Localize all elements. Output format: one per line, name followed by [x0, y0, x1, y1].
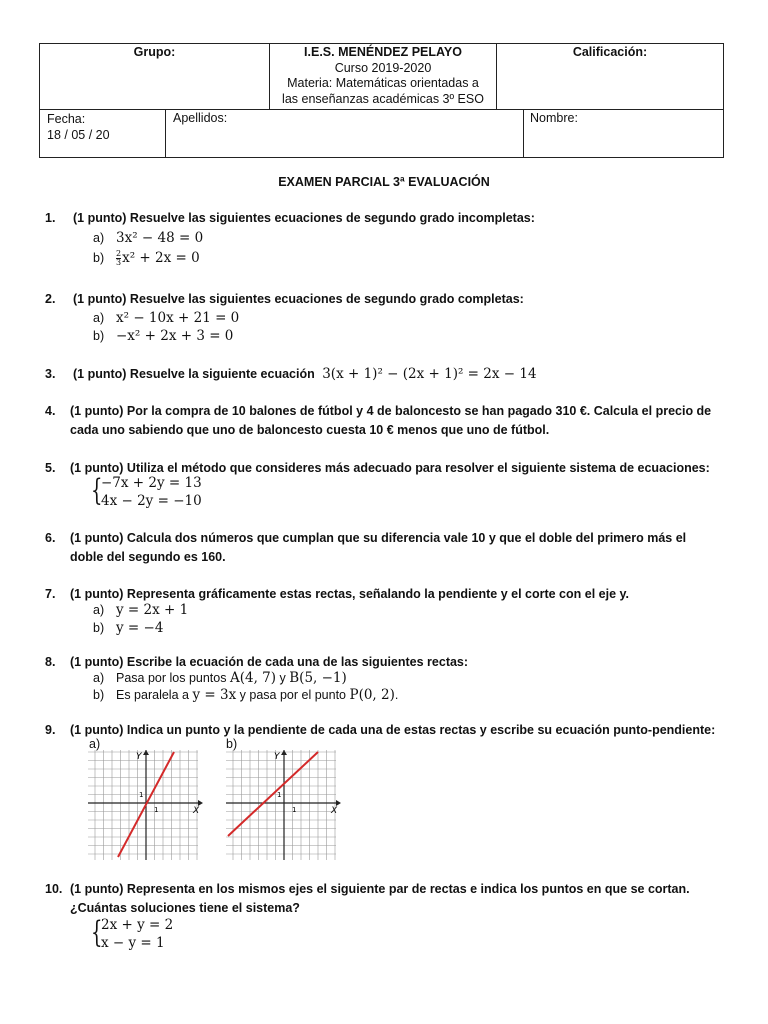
fecha-label: Fecha: [47, 112, 86, 126]
nombre-label: Nombre: [530, 111, 578, 125]
grupo-label: Grupo: [133, 45, 176, 59]
item-text: Es paralela a y = 3x y pasa por el punto P(0, 2). [116, 687, 399, 703]
item-label: a) [93, 671, 105, 685]
question-number: 7. [45, 587, 56, 601]
fecha-value: 18 / 05 / 20 [47, 128, 110, 142]
item-label: b) [93, 688, 105, 702]
grid-lines [88, 750, 198, 860]
grid-lines [226, 750, 336, 860]
graph-a [88, 750, 203, 860]
item-label: a) [93, 311, 105, 325]
equation: 3x² − 48 = 0 [116, 230, 204, 246]
question-text: (1 punto) Calcula dos números que cumplan que su diferencia vale 10 y que el doble del primero más el doble del segundo es 160. [70, 531, 687, 564]
school-name: I.E.S. MENÉNDEZ PELAYO [304, 45, 462, 59]
equation: −x² + 2x + 3 = 0 [116, 328, 234, 344]
unit-label-x: 1 [154, 806, 159, 814]
unit-label-y: 1 [277, 791, 282, 799]
item-label: b) [93, 621, 105, 635]
equation: 3(x + 1)² − (2x + 1)² = 2x − 14 [322, 366, 537, 382]
graph-b-label: b) [226, 737, 238, 751]
question-text: (1 punto) Resuelve las siguientes ecuaciones de segundo grado incompletas: [73, 211, 535, 225]
system-eq-1: −7x + 2y = 13 [101, 475, 202, 491]
question-number: 5. [45, 461, 56, 475]
question-number: 4. [45, 404, 56, 418]
question-text: (1 punto) Resuelve la siguiente ecuación 3(x + 1)² − (2x + 1)² = 2x − 14 [73, 366, 537, 382]
brace: { [91, 915, 103, 950]
x-axis-label: X [193, 806, 200, 816]
y-axis-label: Y [136, 752, 142, 762]
question-text-2: ¿Cuántas soluciones tiene el sistema? [70, 901, 300, 915]
question-number: 1. [45, 211, 56, 225]
calificacion-label: Calificación: [572, 45, 648, 59]
equation: y = 2x + 1 [116, 602, 189, 618]
equation-with-fraction [116, 249, 200, 267]
school-info [270, 45, 496, 107]
question-number: 9. [45, 723, 56, 737]
question-number: 2. [45, 292, 56, 306]
y-axis-label: Y [274, 752, 280, 762]
subject-line-1: Materia: Matemáticas orientadas a [287, 76, 479, 90]
unit-label-y: 1 [139, 791, 144, 799]
question-text: (1 punto) Indica un punto y la pendiente de cada una de estas rectas y escribe su ecuación punto-pendiente: [70, 723, 716, 737]
graph-b [226, 750, 341, 860]
brace: { [91, 473, 103, 508]
item-text: Pasa por los puntos A(4, 7) y B(5, −1) [116, 670, 347, 686]
equation: x² − 10x + 21 = 0 [116, 310, 240, 326]
question-number: 6. [45, 531, 56, 545]
question-text: (1 punto) Representa en los mismos ejes el siguiente par de rectas e indica los puntos en que se cortan. [70, 882, 690, 896]
fraction: $\frac{2}{3}$ [116, 249, 122, 267]
graph-a-label: a) [89, 737, 101, 751]
item-label: b) [93, 251, 105, 265]
exam-title: EXAMEN PARCIAL 3ª EVALUACIÓN [278, 175, 490, 189]
y-axis-arrow [143, 750, 149, 755]
equation: x² + 2x = 0 [122, 250, 200, 266]
subject-line-2: las enseñanzas académicas 3º ESO [282, 91, 484, 106]
item-label: a) [93, 231, 105, 245]
system-eq-1: 2x + y = 2 [101, 917, 174, 933]
header-table [39, 43, 724, 158]
question-text: (1 punto) Utiliza el método que consideres más adecuado para resolver el siguiente sistema de ecuaciones: [70, 461, 710, 475]
y-axis-arrow [281, 750, 287, 755]
question-text: (1 punto) Representa gráficamente estas rectas, señalando la pendiente y el corte con el eje y. [70, 587, 629, 601]
item-label: a) [93, 603, 105, 617]
question-number: 8. [45, 655, 56, 669]
question-text: (1 punto) Escribe la ecuación de cada una de las siguientes rectas: [70, 655, 469, 669]
question-text: (1 punto) Resuelve las siguientes ecuaciones de segundo grado completas: [73, 292, 524, 306]
apellidos-label: Apellidos: [173, 111, 228, 125]
unit-label-x: 1 [292, 806, 297, 814]
question-number: 10. [45, 882, 63, 896]
system-eq-2: x − y = 1 [101, 935, 165, 951]
equation: y = −4 [116, 620, 164, 636]
system-eq-2: 4x − 2y = −10 [101, 493, 202, 509]
question-number: 3. [45, 367, 56, 381]
item-label: b) [93, 329, 105, 343]
question-text: (1 punto) Por la compra de 10 balones de fútbol y 4 de baloncesto se han pagado 310 €. Calcula el precio de cada uno sabiendo que uno de baloncesto cuesta 10 € menos que uno de fútbol. [70, 404, 712, 437]
fecha-cell [47, 111, 110, 143]
x-axis-label: X [331, 806, 338, 816]
school-year: Curso 2019-2020 [334, 60, 432, 75]
